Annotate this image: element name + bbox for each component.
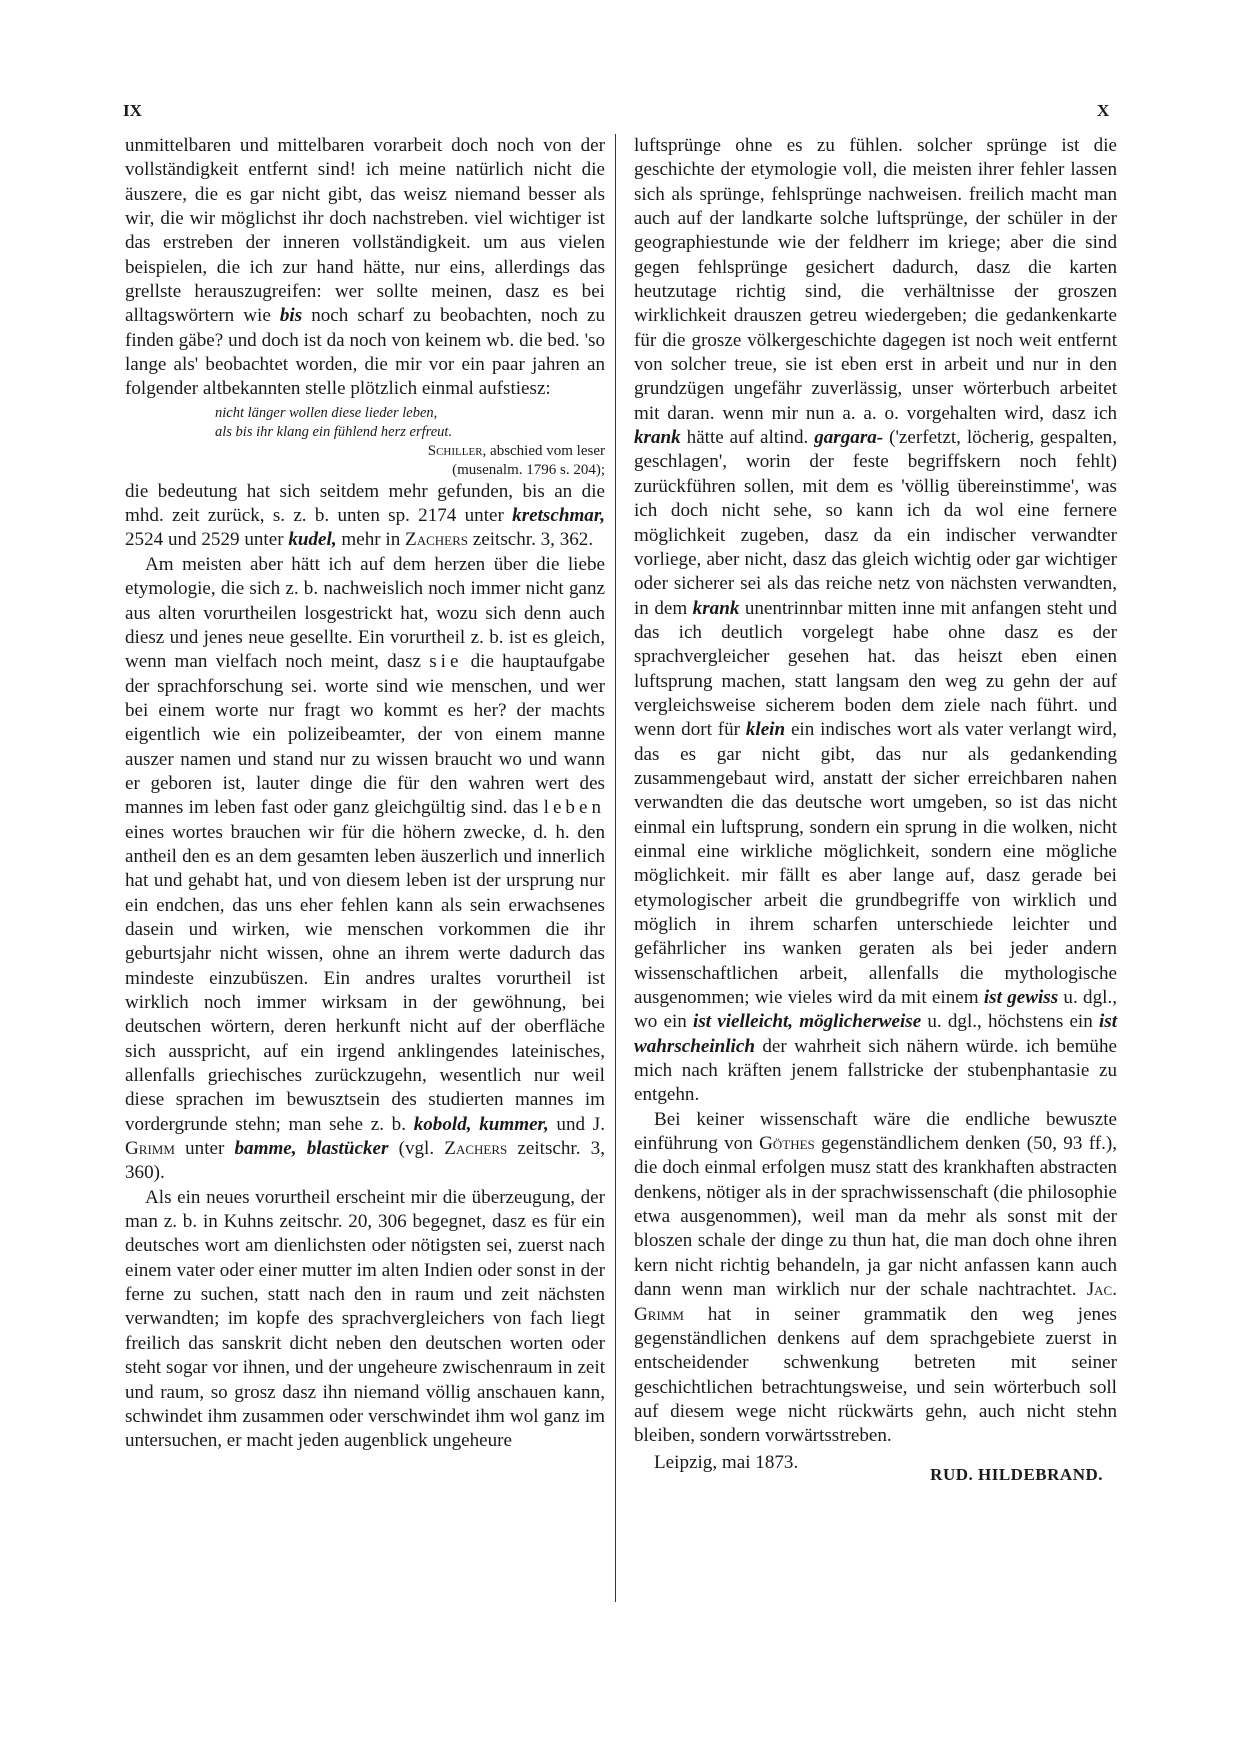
author-signature: RUD. HILDEBRAND. bbox=[930, 1464, 1103, 1484]
column-divider bbox=[615, 134, 616, 1602]
text-run: gegenständlichem denken (50, 93 ff.), die doch einmal erfolgen musz statt des krankhaften abstracten denkens, nötiger als in der sprachwissenschaft (die philosophie etwa ausgenommen), weil man da mehr als sonst mit der bloszen schale der dinge zu thun hat, die man doch ohne ihren kern nicht richtig behandeln, ja gar nicht anfassen kann auch dann wenn man wirklich nur der schale nachtrachtet. bbox=[634, 1133, 1117, 1301]
text-run: luftsprünge ohne es zu fühlen. solcher sprünge ist die geschichte der etymologie voll, die meisten ihrer fehler lassen sich als sprünge, fehlsprünge nachweisen. freilich macht man auch auf der landkarte solche luftsprünge, der schüler in der geographiestunde wie der feldherr im kriege; aber die sind gegen fehlsprünge gesichert dadurch, dasz die karten heutzutage richtig sind, die verhältnisse der groszen wirklichkeit drauszen getreu wiedergeben; die gedankenkarte für die grosze völkergeschichte dagegen ist noch weit entfernt von solcher treue, sie ist eben erst in arbeit und nur in den grundzügen ungefähr zuverlässig, unser wörterbuch arbeitet mit daran. wenn mir nun a. a. o. vorgehalten wird, dasz ich bbox=[634, 135, 1117, 424]
quote-citation bbox=[125, 442, 605, 480]
emphasis-ist-vielleicht: ist vielleicht, möglicherweise bbox=[693, 1011, 922, 1033]
left-column bbox=[125, 134, 605, 1454]
page-number-right: X bbox=[1097, 101, 1110, 120]
paragraph-2 bbox=[125, 480, 605, 553]
text-run: hat in seiner grammatik den weg jenes gegenständlichen denkens auf dem sprachgebiete zuerst in entscheidender schwenkung betreten mit seiner geschichtlichen betrachtungsweise, und sein wörterbuch soll auf diesem wege nicht rückwärts gehn, auch nicht stehn bleiben, sondern vorwärtsstreben. bbox=[634, 1303, 1117, 1447]
emphasis-bis: bis bbox=[279, 305, 303, 327]
text-run: (vgl. bbox=[388, 1138, 445, 1160]
emphasis-kudel: kudel, bbox=[288, 529, 337, 551]
schiller-quote bbox=[215, 404, 605, 442]
text-run: zeitschr. 3, 362. bbox=[467, 529, 594, 551]
citation-author: Schiller bbox=[427, 442, 483, 459]
text-run: hätte auf altind. bbox=[680, 427, 815, 449]
emphasis-kobold-kummer: kobold, kummer, bbox=[413, 1113, 549, 1135]
name-jac-grimm: Jac. Grimm bbox=[634, 1279, 1117, 1325]
quote-line-1: nicht länger wollen diese lieder leben, bbox=[215, 404, 438, 421]
text-run: unter bbox=[174, 1138, 235, 1160]
name-grimm: J. Grimm bbox=[125, 1113, 605, 1160]
name-goethes: Göthes bbox=[759, 1133, 815, 1155]
text-run: 2524 und 2529 unter bbox=[125, 529, 289, 551]
text-run: die bedeutung hat sich seitdem mehr gefunden, bis an die mhd. zeit zurück, s. z. b. unten sp. 2174 unter bbox=[125, 480, 605, 527]
emphasis-krank: krank bbox=[692, 597, 740, 619]
text-run: unmittelbaren und mittelbaren vorarbeit doch noch von der vollständigkeit entfernt sind! ich meine natürlich nicht die äuszere, die es gar nicht gibt, das weisz niemand besser als wir, die wir möglichst ihr doch nachstreben. viel wichtiger ist das erstreben der inneren vollständigkeit. um aus vielen beispielen, die ich zur hand hätte, nur eins, allerdings das grellste herauszugreifen: wer sollte meinen, dasz es bei alltagswörtern wie bbox=[125, 135, 605, 327]
name-zachers: Zachers bbox=[444, 1138, 508, 1160]
text-run: eines wortes brauchen wir für die höhern zwecke, d. h. den antheil den es an dem gesamten leben äuszerlich und innerlich hat und gehabt hat, und von diesem leben ist der ursprung nur ein endchen, das uns eher fehlen kann als sein erwachsenes dasein und wirken, wie menschen vorkommen die ihr geburtsjahr nicht wissen, ohne an ihrem werte dadurch das mindeste einzubüszen. Ein andres uraltes vorurtheil ist wirklich noch immer wirksam in der gewöhnung, bei deutschen wörtern, deren herkunft nicht auf der oberfläche sich ausspricht, auf ein irgend anklingendes lateinisches, allenfalls griechisches zurückzugehn, wesentlich nur weil diese sprachen im bewusztsein des studierten mannes im vordergrunde stehn; man sehe z. b. bbox=[125, 821, 605, 1135]
emphasis-klein: klein bbox=[745, 719, 786, 741]
emphasis-ist-wahrscheinlich: ist wahrscheinlich bbox=[634, 1011, 1118, 1057]
paragraph-6 bbox=[634, 1108, 1117, 1449]
text-run: u. dgl., wo ein bbox=[634, 987, 1117, 1033]
text-run: unentrinnbar mitten inne mit anfangen steht und das ich deutlich vorgelegt habe ohne dasz es der sprachvergleicher gesehen hat. das heiszt eben einen luftsprung machen, statt langsam den weg zu gehn der auf vergleichsweise sicherem boden dem ziele nach führt. und wenn dort für bbox=[634, 597, 1117, 741]
page-number-left: IX bbox=[123, 101, 142, 120]
emphasis-kretschmar: kretschmar, bbox=[512, 505, 605, 527]
emphasis-bamme: bamme, blastücker bbox=[234, 1138, 389, 1160]
name-zachers: Zachers bbox=[405, 529, 468, 551]
quote-line-2: als bis ihr klang ein fühlend herz erfreut. bbox=[215, 423, 453, 440]
emphasis-gargara: gargara- bbox=[814, 427, 884, 449]
text-run: und bbox=[548, 1113, 593, 1135]
emphasis-krank: krank bbox=[634, 427, 681, 449]
paragraph-5 bbox=[634, 134, 1117, 1108]
paragraph-4: Als ein neues vorurtheil erscheint mir die überzeugung, der man z. b. in Kuhns zeitschr. 20, 306 begegnet, dasz es für ein deutsches wort am dienlichsten oder nötigsten sei, zuerst nach einem vater oder einer mutter im alten Indien oder sonst in der ferne zu suchen, statt nach den in raum und zeit nächsten verwandten; im kopfe des sprachvergleichers von fach liegt freilich das sanskrit dicht neben den deutschen worten oder steht sogar vor ihnen, und der ungeheure zwischenraum in zeit und raum, so grosz dasz ihn niemand völlig anschauen kann, schwindet ihm zusammen oder verschwindet ihm wol ganz im untersuchen, er macht jeden augenblick ungeheure bbox=[125, 1186, 605, 1452]
citation-title: , abschied vom leser bbox=[482, 442, 605, 459]
paragraph-1 bbox=[125, 134, 605, 402]
text-run: ein indisches wort als vater verlangt wird, das es gar nicht gibt, das nur als gedankending zusammengebaut wird, anstatt der sicher erreichbaren nahen verwandten die das deutsche wort umgeben, so ist das nicht einmal ein luftsprung, sondern ein sprung in die wolken, nicht einmal eine wirkliche möglichkeit, sondern eine mögliche möglichkeit. mir fällt es aber lange auf, dasz gerade bei etymologischer arbeit die grundbegriffe von wirklich und möglich in ihrem scharfen unterschiede leichter und gefährlicher ins wanken geraten als bei jeder andern wissenschaftlichen arbeit, allenfalls die mythologische ausgenommen; wie vieles wird da mit einem bbox=[634, 719, 1117, 1009]
spaced-sie: sie bbox=[429, 651, 463, 673]
text-run: Am meisten aber hätt ich auf dem herzen über die liebe etymologie, die sich z. b. nachweislich noch immer nicht ganz aus alten vorurtheilen losgestrickt hat, wozu sich denn auch diesz und jenes neue gesellte. Ein vorurtheil z. b. ist es gleich, wenn man vielfach noch meint, dasz bbox=[125, 553, 605, 673]
signature-block bbox=[634, 1451, 1117, 1487]
citation-source: (musenalm. 1796 s. 204); bbox=[452, 461, 605, 478]
text-run: noch scharf zu beobachten, noch zu finden gäbe? und doch ist da noch von keinem wb. die bed. 'so lange als' beobachtet worden, die mir vor ein paar jahren an folgender altbekannten stelle plötzlich einmal aufstiesz: bbox=[125, 305, 605, 400]
spaced-leben: leben bbox=[543, 797, 605, 819]
text-run: die hauptaufgabe der sprachforschung sei. worte sind wie menschen, und wer bei einem worte nur fragt wo kommt es her? der machts eigentlich wie ein polizeibeamter, der von einem manne auszer namen und stand nur zu wissen braucht wo und wann er geboren ist, lauter dinge die für den wahren wert des mannes im leben fast oder ganz gleichgültig sind. das bbox=[125, 651, 606, 819]
text-run: zeitschr. 3, 360). bbox=[125, 1138, 606, 1184]
text-run: der wahrheit sich nähern würde. ich bemühe mich nach kräften jenem fallstricke der stubenphantasie zu entgehn. bbox=[634, 1035, 1117, 1106]
paragraph-3 bbox=[125, 553, 605, 1186]
right-column bbox=[634, 134, 1117, 1487]
text-run: u. dgl., höchstens ein bbox=[921, 1011, 1099, 1033]
text-run: ('zerfetzt, löcherig, gespalten, geschlagen', worin der feste begriffskern noch fehlt) zurückführen sollen, mit dem es 'völlig übereinstimme', was ich doch nicht sehe, so kann ich da wol eine fernere möglichkeit zugeben, dasz da ein indischer verwandter vorliege, aber nicht, dasz das gleich wichtig oder gar wichtiger oder sicherer sei als das reiche netz von nächsten verwandten, in dem bbox=[634, 427, 1117, 619]
text-run: mehr in bbox=[336, 529, 406, 551]
place-date: Leipzig, mai 1873. bbox=[654, 1451, 799, 1473]
text-run: Bei keiner wissenschaft wäre die endliche bewuszte einführung von bbox=[634, 1108, 1117, 1155]
emphasis-ist-gewiss: ist gewiss bbox=[983, 987, 1059, 1009]
